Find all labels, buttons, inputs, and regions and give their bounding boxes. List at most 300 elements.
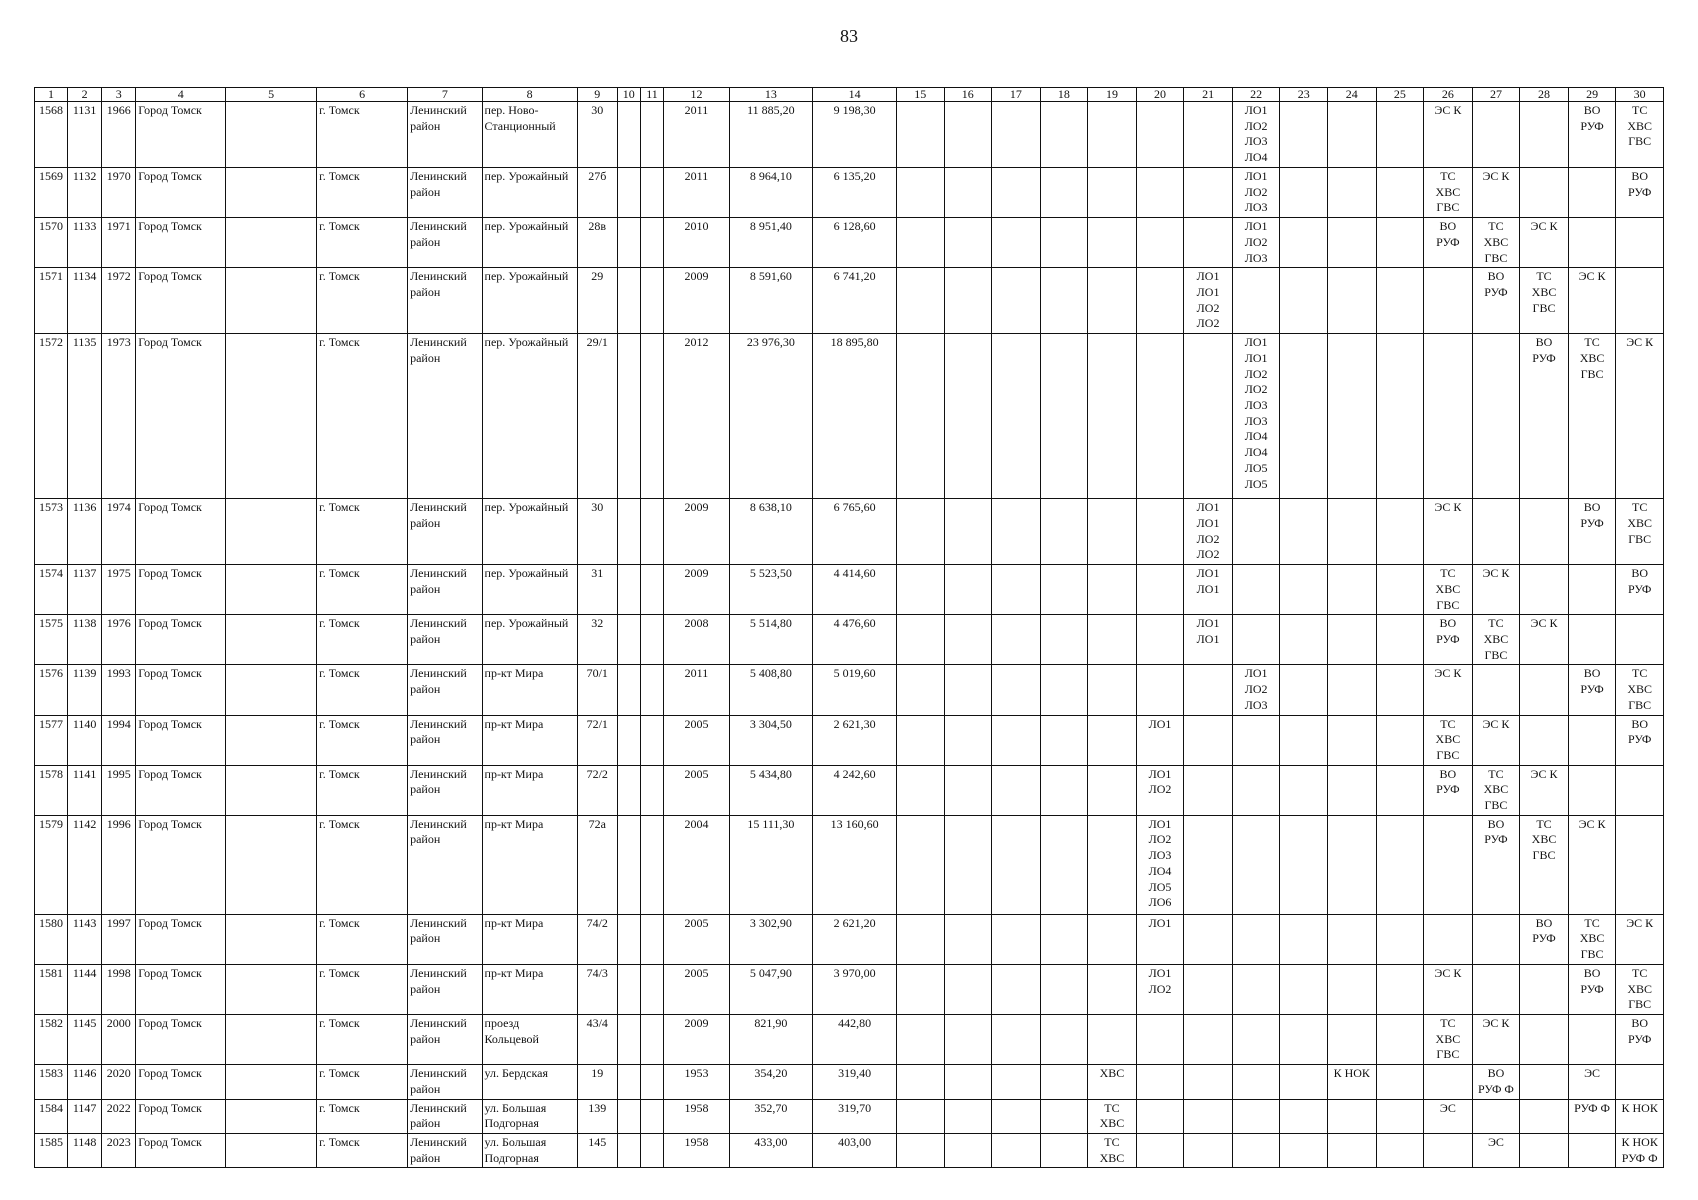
cell-col-13: 8 638,10 <box>729 499 813 565</box>
cell-col-26 <box>1424 1133 1473 1167</box>
cell-col-15 <box>896 765 944 815</box>
cell-col-11 <box>640 565 664 615</box>
cell-col-3: 1970 <box>102 168 136 218</box>
cell-col-15 <box>896 665 944 715</box>
column-number-19: 19 <box>1088 88 1137 102</box>
cell-col-20 <box>1136 268 1184 334</box>
cell-col-20 <box>1136 1065 1184 1099</box>
cell-col-4: Город Томск <box>136 665 226 715</box>
cell-col-7: Ленинский район <box>408 565 482 615</box>
cell-col-1: 1572 <box>35 334 68 499</box>
cell-col-19 <box>1088 499 1137 565</box>
cell-col-27 <box>1472 665 1520 715</box>
cell-col-2: 1138 <box>68 615 102 665</box>
cell-col-1: 1571 <box>35 268 68 334</box>
cell-col-2: 1141 <box>68 765 102 815</box>
cell-col-12: 2004 <box>664 815 729 914</box>
cell-col-29: ТС ХВС ГВС <box>1568 334 1616 499</box>
cell-col-18 <box>1040 218 1088 268</box>
cell-col-5 <box>226 1014 317 1064</box>
cell-col-17 <box>992 715 1041 765</box>
cell-col-12: 1953 <box>664 1065 729 1099</box>
cell-col-7: Ленинский район <box>408 1065 482 1099</box>
cell-col-18 <box>1040 1133 1088 1167</box>
cell-col-27: ЭС <box>1472 1133 1520 1167</box>
cell-col-1: 1568 <box>35 102 68 168</box>
cell-col-4: Город Томск <box>136 168 226 218</box>
cell-col-24 <box>1327 815 1376 914</box>
cell-col-25 <box>1376 218 1424 268</box>
cell-col-25 <box>1376 615 1424 665</box>
cell-col-24 <box>1327 765 1376 815</box>
cell-col-7: Ленинский район <box>408 1014 482 1064</box>
cell-col-10 <box>617 1099 640 1133</box>
cell-col-22 <box>1232 268 1280 334</box>
cell-col-30: К НОК <box>1616 1099 1664 1133</box>
cell-col-9: 19 <box>577 1065 617 1099</box>
cell-col-5 <box>226 1099 317 1133</box>
cell-col-16 <box>944 715 992 765</box>
cell-col-14: 3 970,00 <box>813 964 897 1014</box>
cell-col-17 <box>992 815 1041 914</box>
cell-col-28: ТС ХВС ГВС <box>1520 815 1569 914</box>
cell-col-7: Ленинский район <box>408 218 482 268</box>
column-number-30: 30 <box>1616 88 1664 102</box>
cell-col-20 <box>1136 1099 1184 1133</box>
cell-col-28 <box>1520 1014 1569 1064</box>
cell-col-6: г. Томск <box>317 268 408 334</box>
cell-col-6: г. Томск <box>317 715 408 765</box>
cell-col-10 <box>617 964 640 1014</box>
cell-col-2: 1148 <box>68 1133 102 1167</box>
column-number-5: 5 <box>226 88 317 102</box>
cell-col-5 <box>226 499 317 565</box>
cell-col-18 <box>1040 102 1088 168</box>
table-row <box>35 815 1664 914</box>
cell-col-11 <box>640 1065 664 1099</box>
cell-col-17 <box>992 268 1041 334</box>
cell-col-3: 1971 <box>102 218 136 268</box>
cell-col-4: Город Томск <box>136 715 226 765</box>
cell-col-17 <box>992 565 1041 615</box>
cell-col-25 <box>1376 334 1424 499</box>
cell-col-13: 8 964,10 <box>729 168 813 218</box>
cell-col-26 <box>1424 334 1473 499</box>
cell-col-12: 1958 <box>664 1099 729 1133</box>
cell-col-12: 2012 <box>664 334 729 499</box>
cell-col-11 <box>640 334 664 499</box>
cell-col-21: ЛО1 ЛО1 ЛО2 ЛО2 <box>1184 268 1233 334</box>
cell-col-25 <box>1376 1099 1424 1133</box>
column-number-18: 18 <box>1040 88 1088 102</box>
cell-col-21: ЛО1 ЛО1 <box>1184 565 1233 615</box>
cell-col-12: 2009 <box>664 268 729 334</box>
cell-col-6: г. Томск <box>317 1099 408 1133</box>
cell-col-1: 1574 <box>35 565 68 615</box>
cell-col-9: 29 <box>577 268 617 334</box>
cell-col-17 <box>992 765 1041 815</box>
table-row <box>35 665 1664 715</box>
cell-col-10 <box>617 914 640 964</box>
cell-col-4: Город Томск <box>136 815 226 914</box>
cell-col-22: ЛО1 ЛО2 ЛО3 <box>1232 168 1280 218</box>
column-number-16: 16 <box>944 88 992 102</box>
cell-col-13: 3 304,50 <box>729 715 813 765</box>
cell-col-7: Ленинский район <box>408 102 482 168</box>
cell-col-14: 6 135,20 <box>813 168 897 218</box>
cell-col-16 <box>944 1014 992 1064</box>
cell-col-2: 1143 <box>68 914 102 964</box>
cell-col-18 <box>1040 914 1088 964</box>
cell-col-19 <box>1088 665 1137 715</box>
cell-col-1: 1575 <box>35 615 68 665</box>
cell-col-28 <box>1520 499 1569 565</box>
cell-col-29 <box>1568 615 1616 665</box>
cell-col-28 <box>1520 1133 1569 1167</box>
cell-col-6: г. Томск <box>317 168 408 218</box>
cell-col-30: ТС ХВС ГВС <box>1616 499 1664 565</box>
column-number-21: 21 <box>1184 88 1233 102</box>
cell-col-4: Город Томск <box>136 914 226 964</box>
cell-col-10 <box>617 334 640 499</box>
cell-col-23 <box>1280 914 1328 964</box>
cell-col-22: ЛО1 ЛО1 ЛО2 ЛО2 ЛО3 ЛО3 ЛО4 ЛО4 ЛО5 ЛО5 <box>1232 334 1280 499</box>
cell-col-24 <box>1327 665 1376 715</box>
cell-col-29 <box>1568 1133 1616 1167</box>
table-body <box>35 102 1664 1168</box>
cell-col-14: 2 621,20 <box>813 914 897 964</box>
cell-col-21 <box>1184 1065 1233 1099</box>
cell-col-4: Город Томск <box>136 964 226 1014</box>
column-number-27: 27 <box>1472 88 1520 102</box>
cell-col-21 <box>1184 334 1233 499</box>
column-number-15: 15 <box>896 88 944 102</box>
column-number-25: 25 <box>1376 88 1424 102</box>
cell-col-26 <box>1424 815 1473 914</box>
cell-col-1: 1578 <box>35 765 68 815</box>
cell-col-26: ЭС К <box>1424 964 1473 1014</box>
cell-col-25 <box>1376 815 1424 914</box>
column-number-13: 13 <box>729 88 813 102</box>
cell-col-13: 15 111,30 <box>729 815 813 914</box>
cell-col-15 <box>896 1065 944 1099</box>
cell-col-15 <box>896 168 944 218</box>
cell-col-14: 319,40 <box>813 1065 897 1099</box>
cell-col-7: Ленинский район <box>408 815 482 914</box>
cell-col-19 <box>1088 218 1137 268</box>
cell-col-7: Ленинский район <box>408 715 482 765</box>
cell-col-4: Город Томск <box>136 1133 226 1167</box>
cell-col-20 <box>1136 1133 1184 1167</box>
cell-col-18 <box>1040 268 1088 334</box>
cell-col-1: 1577 <box>35 715 68 765</box>
cell-col-19 <box>1088 715 1137 765</box>
cell-col-8: ул. Большая Подгорная <box>482 1099 577 1133</box>
cell-col-21 <box>1184 1133 1233 1167</box>
cell-col-15 <box>896 715 944 765</box>
cell-col-11 <box>640 499 664 565</box>
cell-col-19: ТС ХВС <box>1088 1133 1137 1167</box>
cell-col-17 <box>992 1014 1041 1064</box>
cell-col-13: 23 976,30 <box>729 334 813 499</box>
cell-col-10 <box>617 168 640 218</box>
cell-col-14: 4 242,60 <box>813 765 897 815</box>
cell-col-5 <box>226 218 317 268</box>
cell-col-16 <box>944 1065 992 1099</box>
cell-col-11 <box>640 914 664 964</box>
cell-col-14: 4 476,60 <box>813 615 897 665</box>
cell-col-28 <box>1520 102 1569 168</box>
cell-col-24 <box>1327 1099 1376 1133</box>
cell-col-2: 1144 <box>68 964 102 1014</box>
cell-col-8: пр-кт Мира <box>482 815 577 914</box>
cell-col-26: ВО РУФ <box>1424 765 1473 815</box>
cell-col-20 <box>1136 168 1184 218</box>
cell-col-11 <box>640 765 664 815</box>
cell-col-6: г. Томск <box>317 218 408 268</box>
cell-col-7: Ленинский район <box>408 168 482 218</box>
cell-col-22 <box>1232 1133 1280 1167</box>
cell-col-15 <box>896 565 944 615</box>
cell-col-3: 1975 <box>102 565 136 615</box>
table-row <box>35 1099 1664 1133</box>
cell-col-1: 1584 <box>35 1099 68 1133</box>
column-number-row <box>35 88 1664 102</box>
cell-col-15 <box>896 218 944 268</box>
cell-col-22 <box>1232 715 1280 765</box>
cell-col-14: 319,70 <box>813 1099 897 1133</box>
cell-col-30: ВО РУФ <box>1616 715 1664 765</box>
cell-col-3: 1994 <box>102 715 136 765</box>
cell-col-27 <box>1472 1099 1520 1133</box>
cell-col-21 <box>1184 102 1233 168</box>
cell-col-28: ЭС К <box>1520 218 1569 268</box>
cell-col-13: 8 591,60 <box>729 268 813 334</box>
table-row <box>35 964 1664 1014</box>
cell-col-29 <box>1568 218 1616 268</box>
cell-col-17 <box>992 665 1041 715</box>
cell-col-29: ВО РУФ <box>1568 964 1616 1014</box>
cell-col-19 <box>1088 964 1137 1014</box>
column-number-24: 24 <box>1327 88 1376 102</box>
cell-col-27: ВО РУФ <box>1472 268 1520 334</box>
cell-col-7: Ленинский район <box>408 765 482 815</box>
cell-col-24 <box>1327 615 1376 665</box>
table-row <box>35 168 1664 218</box>
cell-col-18 <box>1040 615 1088 665</box>
cell-col-30: ВО РУФ <box>1616 1014 1664 1064</box>
cell-col-17 <box>992 499 1041 565</box>
column-number-23: 23 <box>1280 88 1328 102</box>
cell-col-23 <box>1280 615 1328 665</box>
cell-col-4: Город Томск <box>136 1099 226 1133</box>
table-row <box>35 715 1664 765</box>
cell-col-25 <box>1376 1065 1424 1099</box>
cell-col-30: ВО РУФ <box>1616 565 1664 615</box>
cell-col-12: 2005 <box>664 964 729 1014</box>
cell-col-13: 354,20 <box>729 1065 813 1099</box>
cell-col-21 <box>1184 765 1233 815</box>
cell-col-14: 442,80 <box>813 1014 897 1064</box>
cell-col-17 <box>992 1133 1041 1167</box>
cell-col-23 <box>1280 815 1328 914</box>
cell-col-21 <box>1184 964 1233 1014</box>
cell-col-17 <box>992 615 1041 665</box>
cell-col-25 <box>1376 914 1424 964</box>
cell-col-4: Город Томск <box>136 615 226 665</box>
cell-col-4: Город Томск <box>136 565 226 615</box>
cell-col-13: 5 434,80 <box>729 765 813 815</box>
cell-col-11 <box>640 815 664 914</box>
cell-col-24 <box>1327 102 1376 168</box>
cell-col-30 <box>1616 615 1664 665</box>
cell-col-27: ЭС К <box>1472 565 1520 615</box>
cell-col-6: г. Томск <box>317 102 408 168</box>
column-number-17: 17 <box>992 88 1041 102</box>
cell-col-30: ЭС К <box>1616 914 1664 964</box>
cell-col-6: г. Томск <box>317 815 408 914</box>
cell-col-2: 1137 <box>68 565 102 615</box>
cell-col-11 <box>640 268 664 334</box>
table-row <box>35 334 1664 499</box>
column-number-8: 8 <box>482 88 577 102</box>
cell-col-24 <box>1327 268 1376 334</box>
cell-col-29 <box>1568 765 1616 815</box>
cell-col-5 <box>226 268 317 334</box>
cell-col-26: ТС ХВС ГВС <box>1424 168 1473 218</box>
cell-col-4: Город Томск <box>136 499 226 565</box>
cell-col-20 <box>1136 218 1184 268</box>
cell-col-22 <box>1232 499 1280 565</box>
cell-col-12: 2009 <box>664 565 729 615</box>
cell-col-5 <box>226 964 317 1014</box>
cell-col-24 <box>1327 1133 1376 1167</box>
cell-col-3: 2020 <box>102 1065 136 1099</box>
cell-col-13: 5 047,90 <box>729 964 813 1014</box>
column-number-26: 26 <box>1424 88 1473 102</box>
cell-col-15 <box>896 1133 944 1167</box>
cell-col-28 <box>1520 1099 1569 1133</box>
cell-col-8: пер. Ново-Станционный <box>482 102 577 168</box>
cell-col-22 <box>1232 565 1280 615</box>
cell-col-15 <box>896 1099 944 1133</box>
cell-col-3: 1993 <box>102 665 136 715</box>
cell-col-17 <box>992 1065 1041 1099</box>
cell-col-22 <box>1232 1065 1280 1099</box>
cell-col-29 <box>1568 168 1616 218</box>
cell-col-24 <box>1327 715 1376 765</box>
cell-col-20: ЛО1 <box>1136 914 1184 964</box>
cell-col-22: ЛО1 ЛО2 ЛО3 ЛО4 <box>1232 102 1280 168</box>
cell-col-26 <box>1424 1065 1473 1099</box>
cell-col-8: проезд Кольцевой <box>482 1014 577 1064</box>
cell-col-20 <box>1136 1014 1184 1064</box>
cell-col-21 <box>1184 218 1233 268</box>
cell-col-3: 1973 <box>102 334 136 499</box>
cell-col-9: 27б <box>577 168 617 218</box>
cell-col-9: 74/3 <box>577 964 617 1014</box>
cell-col-18 <box>1040 334 1088 499</box>
cell-col-17 <box>992 168 1041 218</box>
cell-col-14: 2 621,30 <box>813 715 897 765</box>
cell-col-19: ХВС <box>1088 1065 1137 1099</box>
cell-col-3: 2022 <box>102 1099 136 1133</box>
cell-col-30: ТС ХВС ГВС <box>1616 102 1664 168</box>
cell-col-2: 1131 <box>68 102 102 168</box>
table-row <box>35 1065 1664 1099</box>
cell-col-3: 1996 <box>102 815 136 914</box>
cell-col-27 <box>1472 102 1520 168</box>
cell-col-14: 5 019,60 <box>813 665 897 715</box>
cell-col-26: ЭС К <box>1424 665 1473 715</box>
cell-col-6: г. Томск <box>317 665 408 715</box>
cell-col-3: 1995 <box>102 765 136 815</box>
cell-col-11 <box>640 218 664 268</box>
cell-col-10 <box>617 102 640 168</box>
cell-col-28: ВО РУФ <box>1520 334 1569 499</box>
table-row <box>35 102 1664 168</box>
cell-col-23 <box>1280 1014 1328 1064</box>
cell-col-23 <box>1280 964 1328 1014</box>
cell-col-5 <box>226 168 317 218</box>
cell-col-5 <box>226 765 317 815</box>
column-number-10: 10 <box>617 88 640 102</box>
cell-col-10 <box>617 615 640 665</box>
cell-col-25 <box>1376 1133 1424 1167</box>
cell-col-26 <box>1424 914 1473 964</box>
cell-col-4: Город Томск <box>136 765 226 815</box>
cell-col-28: ВО РУФ <box>1520 914 1569 964</box>
table-row <box>35 218 1664 268</box>
cell-col-14: 18 895,80 <box>813 334 897 499</box>
cell-col-10 <box>617 565 640 615</box>
cell-col-2: 1133 <box>68 218 102 268</box>
table-row <box>35 268 1664 334</box>
cell-col-21 <box>1184 815 1233 914</box>
cell-col-16 <box>944 665 992 715</box>
cell-col-17 <box>992 914 1041 964</box>
cell-col-1: 1573 <box>35 499 68 565</box>
cell-col-26: ЭС К <box>1424 499 1473 565</box>
column-number-14: 14 <box>813 88 897 102</box>
cell-col-29: ЭС К <box>1568 815 1616 914</box>
cell-col-12: 2010 <box>664 218 729 268</box>
cell-col-12: 2011 <box>664 168 729 218</box>
cell-col-5 <box>226 334 317 499</box>
cell-col-1: 1570 <box>35 218 68 268</box>
cell-col-24 <box>1327 565 1376 615</box>
cell-col-3: 1966 <box>102 102 136 168</box>
cell-col-28 <box>1520 565 1569 615</box>
cell-col-18 <box>1040 565 1088 615</box>
cell-col-5 <box>226 815 317 914</box>
cell-col-2: 1147 <box>68 1099 102 1133</box>
cell-col-5 <box>226 565 317 615</box>
cell-col-17 <box>992 102 1041 168</box>
table-row <box>35 765 1664 815</box>
cell-col-11 <box>640 615 664 665</box>
cell-col-2: 1142 <box>68 815 102 914</box>
table-row <box>35 1014 1664 1064</box>
cell-col-13: 3 302,90 <box>729 914 813 964</box>
cell-col-5 <box>226 102 317 168</box>
table-row <box>35 914 1664 964</box>
cell-col-8: пр-кт Мира <box>482 765 577 815</box>
column-number-4: 4 <box>136 88 226 102</box>
cell-col-6: г. Томск <box>317 914 408 964</box>
cell-col-8: пер. Урожайный <box>482 499 577 565</box>
cell-col-19 <box>1088 615 1137 665</box>
